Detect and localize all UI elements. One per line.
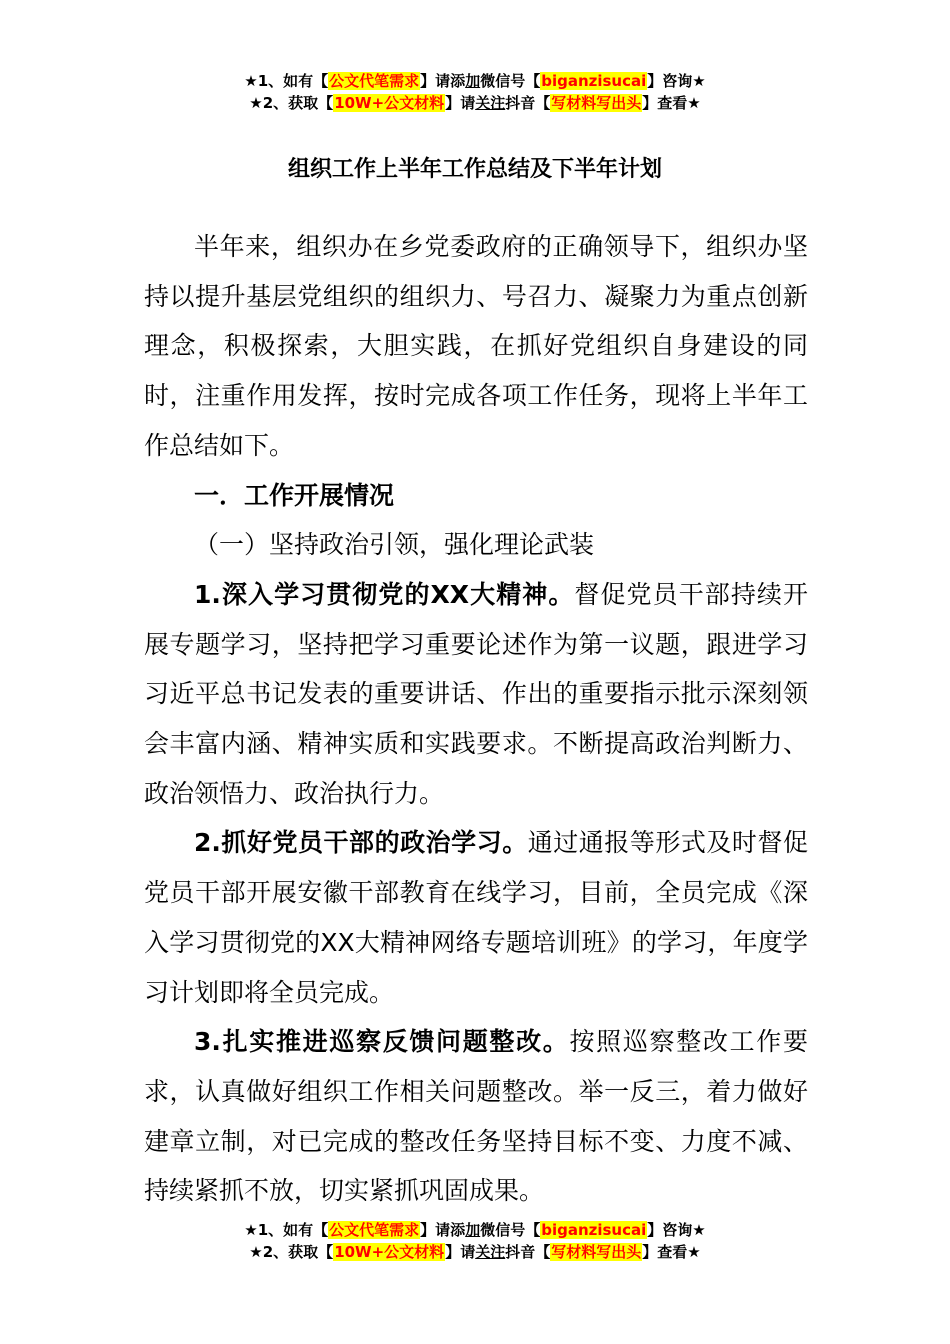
item-3-text: 按照巡察整改工作要求，认真做好组织工作相关问题整改。举一反三，着力做好建章立制，对已完成的整改任务坚持目标不变、力度不减、持续紧抓不放，切实紧抓巩固成果。 bbox=[144, 1027, 808, 1206]
item-2-text: 通过通报等形式及时督促党员干部开展安徽干部教育在线学习，目前，全员完成《深入学习贯彻党的XX大精神网络专题培训班》的学习，年度学习计划即将全员完成。 bbox=[144, 828, 808, 1007]
item-2-lead: 2.抓好党员干部的政治学习。 bbox=[194, 828, 528, 858]
item-1-paragraph bbox=[144, 570, 808, 819]
highlight-wechat-id: biganzisucai bbox=[541, 72, 647, 90]
banner-line-1: ★1、如有【公文代笔需求】请添加微信号【biganzisucai】咨询★ bbox=[244, 1221, 706, 1239]
highlight-douyin-id: 写材料写出头 bbox=[551, 94, 642, 112]
highlight-service: 公文代笔需求 bbox=[329, 1221, 420, 1239]
item-1-lead: 1.深入学习贯彻党的XX大精神。 bbox=[194, 579, 575, 609]
banner-line-2: ★2、获取【10W+公文材料】请关注抖音【写材料写出头】查看★ bbox=[249, 94, 701, 112]
subsection-heading: （一）坚持政治引领，强化理论武装 bbox=[194, 530, 595, 560]
highlight-materials: 10W+公文材料 bbox=[334, 1243, 445, 1261]
section-heading: 一．工作开展情况 bbox=[194, 480, 395, 510]
document-title: 组织工作上半年工作总结及下半年计划 bbox=[287, 157, 662, 182]
top-banner bbox=[0, 70, 950, 114]
highlight-douyin-id: 写材料写出头 bbox=[551, 1243, 642, 1261]
banner-line-2: ★2、获取【10W+公文材料】请关注抖音【写材料写出头】查看★ bbox=[249, 1243, 701, 1261]
item-2-paragraph bbox=[144, 818, 808, 1017]
intro-paragraph: 半年来，组织办在乡党委政府的正确领导下，组织办坚持以提升基层党组织的组织力、号召力、凝聚力为重点创新理念，积极探索，大胆实践，在抓好党组织自身建设的同时，注重作用发挥，按时完成各项工作任务，现将上半年工作总结如下。 bbox=[144, 232, 808, 460]
item-3-lead: 3.扎实推进巡察反馈问题整改。 bbox=[194, 1027, 570, 1057]
banner-line-1: ★1、如有【公文代笔需求】请添加微信号【biganzisucai】咨询★ bbox=[244, 72, 706, 90]
highlight-materials: 10W+公文材料 bbox=[334, 94, 445, 112]
document-body bbox=[144, 222, 808, 1216]
item-3-paragraph bbox=[144, 1017, 808, 1216]
highlight-wechat-id: biganzisucai bbox=[541, 1221, 647, 1239]
highlight-service: 公文代笔需求 bbox=[329, 72, 420, 90]
item-1-text: 督促党员干部持续开展专题学习，坚持把学习重要论述作为第一议题，跟进学习习近平总书记发表的重要讲话、作出的重要指示批示深刻领会丰富内涵、精神实质和实践要求。不断提高政治判断力、政治领悟力、政治执行力。 bbox=[144, 579, 808, 808]
bottom-banner bbox=[0, 1219, 950, 1263]
